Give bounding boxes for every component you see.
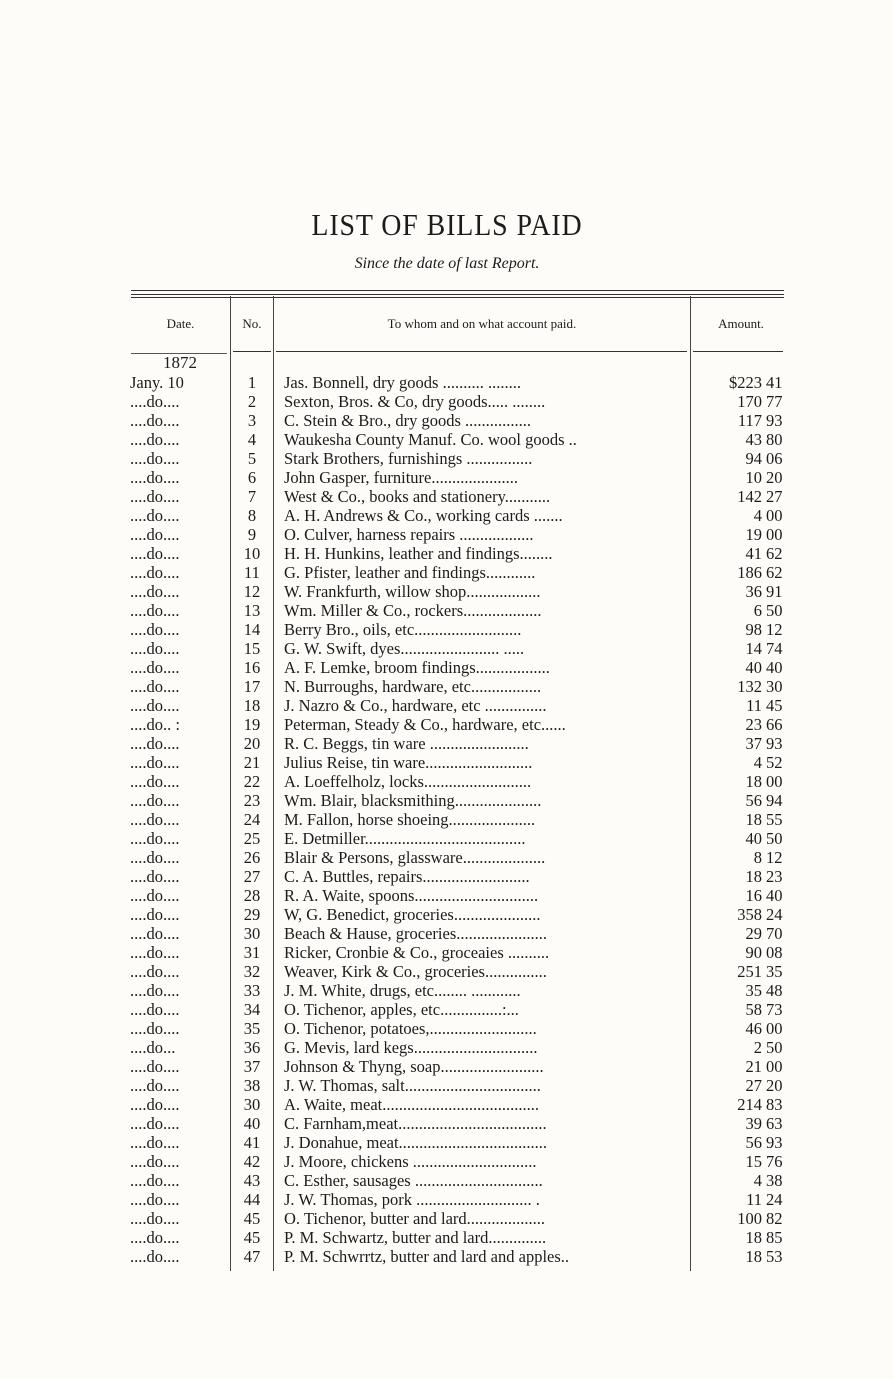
- table-row: [0, 677, 894, 696]
- amount-cents-cell: 80: [766, 430, 783, 449]
- table-row: [0, 886, 894, 905]
- table-row: [0, 1114, 894, 1133]
- amount-cents-cell: 53: [766, 1247, 783, 1266]
- number-cell: 13: [243, 601, 261, 620]
- payee-cell: G. Pfister, leather and findings............: [284, 563, 536, 582]
- amount-cents-cell: 77: [766, 392, 783, 411]
- payee-cell: G. W. Swift, dyes........................ .....: [284, 639, 525, 658]
- amount-dollars-cell: 40: [745, 829, 762, 848]
- amount-dollars-cell: 132: [737, 677, 762, 696]
- number-cell: 1: [247, 373, 257, 392]
- number-cell: 36: [243, 1038, 261, 1057]
- number-cell: 18: [243, 696, 261, 715]
- date-cell: ....do....: [130, 981, 180, 1000]
- date-cell: ....do....: [130, 1190, 180, 1209]
- amount-cents-cell: 12: [766, 848, 783, 867]
- amount-cents-cell: 24: [766, 905, 783, 924]
- date-cell: ....do....: [130, 1057, 180, 1076]
- number-cell: 15: [243, 639, 261, 658]
- table-row: [0, 848, 894, 867]
- amount-cents-cell: 50: [766, 601, 783, 620]
- header-amount: Amount.: [718, 316, 764, 331]
- amount-dollars-cell: 21: [745, 1057, 762, 1076]
- number-cell: 30: [243, 1095, 261, 1114]
- amount-dollars-cell: 94: [745, 449, 762, 468]
- amount-cents-cell: 73: [766, 1000, 783, 1019]
- amount-dollars-cell: 170: [737, 392, 762, 411]
- header-date: Date.: [166, 316, 195, 331]
- number-cell: 14: [243, 620, 261, 639]
- date-cell: ....do....: [130, 1114, 180, 1133]
- payee-cell: Ricker, Cronbie & Co., groceaies ..........: [284, 943, 550, 962]
- amount-cents-cell: 52: [766, 753, 783, 772]
- number-cell: 32: [243, 962, 261, 981]
- date-cell: ....do....: [130, 753, 180, 772]
- table-row: [0, 658, 894, 677]
- top-rule-1: [131, 290, 784, 291]
- payee-cell: Waukesha County Manuf. Co. wool goods ..: [284, 430, 577, 449]
- payee-cell: P. M. Schwartz, butter and lard..............: [284, 1228, 547, 1247]
- amount-cents-cell: 00: [766, 1019, 783, 1038]
- page-subtitle: Since the date of last Report.: [354, 255, 540, 272]
- amount-cents-cell: 50: [766, 829, 783, 848]
- payee-cell: Peterman, Steady & Co., hardware, etc......: [284, 715, 566, 734]
- date-cell: ....do....: [130, 962, 180, 981]
- amount-cents-cell: 24: [766, 1190, 783, 1209]
- payee-cell: J. Nazro & Co., hardware, etc ...............: [284, 696, 547, 715]
- table-row: [0, 582, 894, 601]
- number-cell: 12: [243, 582, 261, 601]
- table-row: [0, 696, 894, 715]
- number-cell: 31: [243, 943, 261, 962]
- table-row: [0, 525, 894, 544]
- amount-cents-cell: 23: [766, 867, 783, 886]
- table-row: [0, 715, 894, 734]
- number-cell: 7: [247, 487, 257, 506]
- date-cell: Jany. 10: [130, 373, 184, 392]
- date-cell: ....do....: [130, 848, 180, 867]
- payee-cell: Berry Bro., oils, etc..........................: [284, 620, 522, 639]
- payee-cell: Blair & Persons, glassware....................: [284, 848, 546, 867]
- amount-dollars-cell: 37: [745, 734, 762, 753]
- amount-cents-cell: 48: [766, 981, 783, 1000]
- amount-dollars-cell: 58: [745, 1000, 762, 1019]
- amount-cents-cell: 93: [766, 1133, 783, 1152]
- payee-cell: O. Tichenor, apples, etc...............:...: [284, 1000, 519, 1019]
- amount-dollars-cell: 56: [745, 791, 762, 810]
- payee-cell: Weaver, Kirk & Co., groceries...............: [284, 962, 547, 981]
- table-row: [0, 1019, 894, 1038]
- table-row: [0, 411, 894, 430]
- table-row: [0, 1038, 894, 1057]
- date-cell: ....do....: [130, 1019, 180, 1038]
- amount-dollars-cell: 2: [753, 1038, 762, 1057]
- amount-cents-cell: 93: [766, 411, 783, 430]
- table-row: [0, 1190, 894, 1209]
- amount-cents-cell: 00: [766, 506, 783, 525]
- amount-cents-cell: 93: [766, 734, 783, 753]
- table-row: [0, 772, 894, 791]
- amount-cents-cell: 00: [766, 525, 783, 544]
- header-rule-amount: [693, 351, 783, 352]
- amount-dollars-cell: 29: [745, 924, 762, 943]
- date-cell: ....do....: [130, 601, 180, 620]
- date-cell: ....do....: [130, 1228, 180, 1247]
- date-cell: ....do....: [130, 487, 180, 506]
- amount-dollars-cell: 117: [737, 411, 762, 430]
- number-cell: 23: [243, 791, 261, 810]
- date-cell: ....do....: [130, 791, 180, 810]
- amount-dollars-cell: 11: [746, 1190, 762, 1209]
- top-rule-3: [131, 297, 784, 298]
- payee-cell: O. Tichenor, butter and lard...................: [284, 1209, 546, 1228]
- payee-cell: Julius Reise, tin ware..........................: [284, 753, 533, 772]
- payee-cell: M. Fallon, horse shoeing.....................: [284, 810, 536, 829]
- number-cell: 41: [243, 1133, 261, 1152]
- table-row: [0, 734, 894, 753]
- payee-cell: A. Waite, meat......................................: [284, 1095, 540, 1114]
- amount-cents-cell: 00: [766, 1057, 783, 1076]
- amount-cents-cell: 08: [766, 943, 783, 962]
- amount-dollars-cell: 4: [753, 753, 762, 772]
- table-row: [0, 924, 894, 943]
- header-rule-payee: [276, 351, 687, 352]
- amount-cents-cell: 50: [766, 1038, 783, 1057]
- number-cell: 20: [243, 734, 261, 753]
- amount-dollars-cell: 46: [745, 1019, 762, 1038]
- year-label: 1872: [163, 353, 197, 372]
- amount-dollars-cell: 11: [746, 696, 762, 715]
- amount-dollars-cell: 98: [745, 620, 762, 639]
- amount-cents-cell: 12: [766, 620, 783, 639]
- table-row: [0, 601, 894, 620]
- number-cell: 30: [243, 924, 261, 943]
- payee-cell: A. F. Lemke, broom findings..................: [284, 658, 550, 677]
- number-cell: 19: [243, 715, 261, 734]
- payee-cell: N. Burroughs, hardware, etc.................: [284, 677, 542, 696]
- amount-dollars-cell: 39: [745, 1114, 762, 1133]
- table-row: [0, 563, 894, 582]
- amount-cents-cell: 40: [766, 658, 783, 677]
- amount-cents-cell: 62: [766, 563, 783, 582]
- amount-cents-cell: 20: [766, 1076, 783, 1095]
- table-row: [0, 1095, 894, 1114]
- amount-dollars-cell: 4: [753, 1171, 762, 1190]
- payee-cell: J. W. Thomas, pork ............................ .: [284, 1190, 540, 1209]
- amount-cents-cell: 40: [766, 886, 783, 905]
- table-row: [0, 905, 894, 924]
- number-cell: 34: [243, 1000, 261, 1019]
- number-cell: 16: [243, 658, 261, 677]
- amount-cents-cell: 35: [766, 962, 783, 981]
- table-row: [0, 468, 894, 487]
- amount-cents-cell: 74: [766, 639, 783, 658]
- table-row: [0, 430, 894, 449]
- amount-dollars-cell: 14: [745, 639, 762, 658]
- date-cell: ....do....: [130, 677, 180, 696]
- number-cell: 43: [243, 1171, 261, 1190]
- payee-cell: C. Esther, sausages ...............................: [284, 1171, 543, 1190]
- date-cell: ....do....: [130, 1076, 180, 1095]
- date-cell: ....do....: [130, 886, 180, 905]
- date-cell: ....do....: [130, 829, 180, 848]
- amount-dollars-cell: 90: [745, 943, 762, 962]
- amount-cents-cell: 55: [766, 810, 783, 829]
- payee-cell: Beach & Hause, groceries......................: [284, 924, 548, 943]
- table-row: [0, 867, 894, 886]
- number-cell: 26: [243, 848, 261, 867]
- amount-cents-cell: 62: [766, 544, 783, 563]
- amount-dollars-cell: 41: [745, 544, 762, 563]
- number-cell: 28: [243, 886, 261, 905]
- amount-cents-cell: 82: [766, 1209, 783, 1228]
- date-cell: ....do....: [130, 1152, 180, 1171]
- number-cell: 11: [244, 563, 260, 582]
- top-rule-2: [131, 294, 784, 295]
- amount-dollars-cell: 100: [737, 1209, 762, 1228]
- date-cell: ....do....: [130, 696, 180, 715]
- date-cell: ....do....: [130, 1209, 180, 1228]
- table-row: [0, 981, 894, 1000]
- amount-cents-cell: 06: [766, 449, 783, 468]
- payee-cell: John Gasper, furniture.....................: [284, 468, 518, 487]
- amount-dollars-cell: 43: [745, 430, 762, 449]
- amount-cents-cell: 76: [766, 1152, 783, 1171]
- amount-dollars-cell: 23: [745, 715, 762, 734]
- amount-cents-cell: 85: [766, 1228, 783, 1247]
- number-cell: 6: [247, 468, 257, 487]
- payee-cell: Stark Brothers, furnishings ................: [284, 449, 533, 468]
- number-cell: 22: [243, 772, 261, 791]
- amount-dollars-cell: 15: [745, 1152, 762, 1171]
- payee-cell: G. Mevis, lard kegs..............................: [284, 1038, 538, 1057]
- table-row: [0, 1000, 894, 1019]
- table-row: [0, 1133, 894, 1152]
- number-cell: 10: [243, 544, 261, 563]
- number-cell: 4: [247, 430, 257, 449]
- amount-dollars-cell: 36: [745, 582, 762, 601]
- amount-dollars-cell: 251: [737, 962, 762, 981]
- number-cell: 35: [243, 1019, 261, 1038]
- amount-cents-cell: 41: [766, 373, 783, 392]
- date-cell: ....do....: [130, 392, 180, 411]
- date-cell: ....do....: [130, 658, 180, 677]
- table-row: [0, 791, 894, 810]
- date-cell: ....do....: [130, 544, 180, 563]
- table-row: [0, 449, 894, 468]
- payee-cell: E. Detmiller.......................................: [284, 829, 526, 848]
- number-cell: 8: [247, 506, 257, 525]
- date-cell: ....do....: [130, 943, 180, 962]
- date-cell: ....do....: [130, 506, 180, 525]
- table-row: [0, 373, 894, 392]
- payee-cell: Jas. Bonnell, dry goods .......... ........: [284, 373, 521, 392]
- amount-cents-cell: 94: [766, 791, 783, 810]
- number-cell: 37: [243, 1057, 261, 1076]
- payee-cell: A. H. Andrews & Co., working cards .......: [284, 506, 563, 525]
- date-cell: ....do....: [130, 430, 180, 449]
- amount-dollars-cell: 19: [745, 525, 762, 544]
- amount-dollars-cell: 358: [737, 905, 762, 924]
- table-row: [0, 544, 894, 563]
- date-cell: ....do....: [130, 1133, 180, 1152]
- amount-dollars-cell: 6: [753, 601, 762, 620]
- payee-cell: W, G. Benedict, groceries.....................: [284, 905, 541, 924]
- payee-cell: W. Frankfurth, willow shop..................: [284, 582, 541, 601]
- table-row: [0, 1171, 894, 1190]
- number-cell: 9: [247, 525, 257, 544]
- table-row: [0, 506, 894, 525]
- amount-dollars-cell: 35: [745, 981, 762, 1000]
- table-row: [0, 1209, 894, 1228]
- date-cell: ....do....: [130, 734, 180, 753]
- header-no: No.: [242, 316, 262, 331]
- payee-cell: J. Moore, chickens ..............................: [284, 1152, 537, 1171]
- number-cell: 45: [243, 1209, 261, 1228]
- table-row: [0, 1152, 894, 1171]
- payee-cell: J. W. Thomas, salt.................................: [284, 1076, 541, 1095]
- amount-dollars-cell: $223: [729, 373, 762, 392]
- table-row: [0, 962, 894, 981]
- number-cell: 45: [243, 1228, 261, 1247]
- table-row: [0, 639, 894, 658]
- number-cell: 27: [243, 867, 261, 886]
- date-cell: ....do....: [130, 772, 180, 791]
- payee-cell: Johnson & Thyng, soap.........................: [284, 1057, 544, 1076]
- amount-dollars-cell: 4: [753, 506, 762, 525]
- date-cell: ....do....: [130, 468, 180, 487]
- amount-dollars-cell: 18: [745, 867, 762, 886]
- number-cell: 5: [247, 449, 257, 468]
- number-cell: 17: [243, 677, 261, 696]
- amount-dollars-cell: 18: [745, 1228, 762, 1247]
- payee-cell: J. Donahue, meat....................................: [284, 1133, 548, 1152]
- number-cell: 25: [243, 829, 261, 848]
- amount-dollars-cell: 56: [745, 1133, 762, 1152]
- payee-cell: C. Stein & Bro., dry goods ................: [284, 411, 532, 430]
- amount-dollars-cell: 18: [745, 1247, 762, 1266]
- amount-dollars-cell: 10: [745, 468, 762, 487]
- amount-dollars-cell: 214: [737, 1095, 762, 1114]
- bills-table: [0, 373, 894, 1266]
- amount-cents-cell: 20: [766, 468, 783, 487]
- page-title: LIST OF BILLS PAID: [311, 207, 583, 242]
- payee-cell: J. M. White, drugs, etc........ ............: [284, 981, 521, 1000]
- header-rule-no: [233, 351, 271, 352]
- number-cell: 38: [243, 1076, 261, 1095]
- table-row: [0, 753, 894, 772]
- payee-cell: R. A. Waite, spoons..............................: [284, 886, 539, 905]
- payee-cell: O. Culver, harness repairs ..................: [284, 525, 534, 544]
- number-cell: 44: [243, 1190, 261, 1209]
- number-cell: 29: [243, 905, 261, 924]
- table-row: [0, 1076, 894, 1095]
- amount-cents-cell: 83: [766, 1095, 783, 1114]
- table-row: [0, 1228, 894, 1247]
- payee-cell: P. M. Schwrrtz, butter and lard and apples..: [284, 1247, 570, 1266]
- table-row: [0, 829, 894, 848]
- table-row: [0, 487, 894, 506]
- number-cell: 3: [247, 411, 257, 430]
- date-cell: ....do....: [130, 1247, 180, 1266]
- amount-dollars-cell: 18: [745, 772, 762, 791]
- date-cell: ....do....: [130, 924, 180, 943]
- payee-cell: C. Farnham,meat....................................: [284, 1114, 547, 1133]
- payee-cell: R. C. Beggs, tin ware ........................: [284, 734, 529, 753]
- number-cell: 47: [243, 1247, 261, 1266]
- amount-cents-cell: 27: [766, 487, 783, 506]
- date-cell: ....do....: [130, 639, 180, 658]
- date-cell: ....do....: [130, 449, 180, 468]
- date-cell: ....do...: [130, 1038, 176, 1057]
- amount-dollars-cell: 142: [737, 487, 762, 506]
- amount-cents-cell: 38: [766, 1171, 783, 1190]
- header-payee: To whom and on what account paid.: [387, 316, 577, 331]
- payee-cell: Wm. Blair, blacksmithing.....................: [284, 791, 542, 810]
- payee-cell: A. Loeffelholz, locks..........................: [284, 772, 532, 791]
- date-cell: ....do....: [130, 620, 180, 639]
- date-cell: ....do....: [130, 867, 180, 886]
- date-cell: ....do....: [130, 1095, 180, 1114]
- number-cell: 2: [247, 392, 257, 411]
- date-cell: ....do....: [130, 411, 180, 430]
- amount-dollars-cell: 8: [753, 848, 762, 867]
- table-row: [0, 810, 894, 829]
- date-cell: ....do....: [130, 1171, 180, 1190]
- number-cell: 21: [243, 753, 261, 772]
- table-row: [0, 620, 894, 639]
- amount-dollars-cell: 27: [745, 1076, 762, 1095]
- date-cell: ....do....: [130, 905, 180, 924]
- amount-dollars-cell: 40: [745, 658, 762, 677]
- amount-dollars-cell: 18: [745, 810, 762, 829]
- table-row: [0, 1247, 894, 1266]
- payee-cell: Wm. Miller & Co., rockers...................: [284, 601, 542, 620]
- amount-cents-cell: 91: [766, 582, 783, 601]
- date-cell: ....do....: [130, 1000, 180, 1019]
- date-cell: ....do....: [130, 525, 180, 544]
- payee-cell: O. Tichenor, potatoes,..........................: [284, 1019, 537, 1038]
- date-cell: ....do....: [130, 563, 180, 582]
- number-cell: 33: [243, 981, 261, 1000]
- date-cell: ....do....: [130, 582, 180, 601]
- payee-cell: Sexton, Bros. & Co, dry goods..... ........: [284, 392, 546, 411]
- number-cell: 24: [243, 810, 261, 829]
- payee-cell: H. H. Hunkins, leather and findings........: [284, 544, 553, 563]
- date-cell: ....do....: [130, 810, 180, 829]
- payee-cell: C. A. Buttles, repairs..........................: [284, 867, 530, 886]
- table-row: [0, 392, 894, 411]
- amount-dollars-cell: 186: [737, 563, 762, 582]
- amount-cents-cell: 63: [766, 1114, 783, 1133]
- number-cell: 42: [243, 1152, 261, 1171]
- table-row: [0, 943, 894, 962]
- amount-cents-cell: 70: [766, 924, 783, 943]
- amount-cents-cell: 30: [766, 677, 783, 696]
- amount-cents-cell: 66: [766, 715, 783, 734]
- date-cell: ....do.. :: [130, 715, 180, 734]
- amount-cents-cell: 00: [766, 772, 783, 791]
- number-cell: 40: [243, 1114, 261, 1133]
- payee-cell: West & Co., books and stationery...........: [284, 487, 551, 506]
- amount-cents-cell: 45: [766, 696, 783, 715]
- amount-dollars-cell: 16: [745, 886, 762, 905]
- table-row: [0, 1057, 894, 1076]
